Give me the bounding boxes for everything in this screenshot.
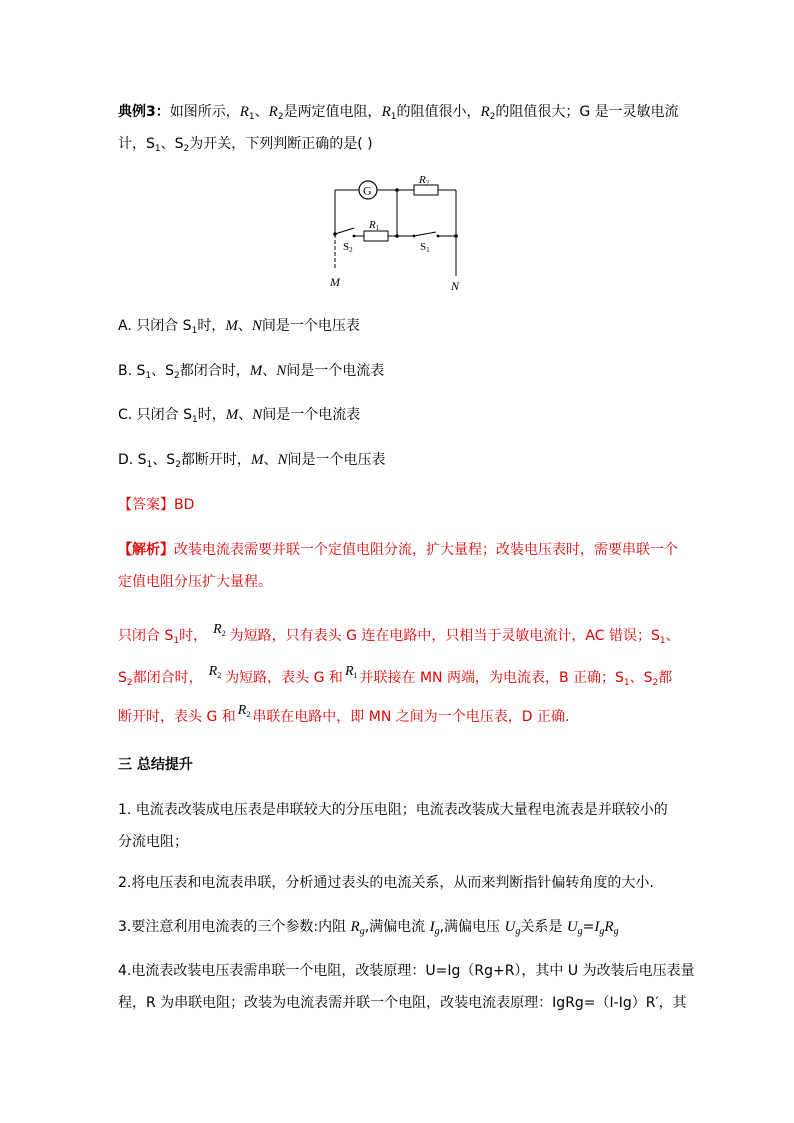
question-label: 典例3： — [118, 104, 170, 120]
circuit-diagram — [318, 170, 478, 294]
analysis-label: 【解析】 — [118, 542, 174, 558]
r2-label: R2 — [419, 174, 430, 187]
terminal-m-label: M — [330, 275, 340, 289]
s1-label: S1 — [420, 241, 430, 254]
junction-dot — [454, 234, 458, 238]
question-line-2: 计，$S_1$、$S_2$为开关，下列判断正确的是( ) — [118, 136, 373, 154]
option-b: B. $S_1$、$S_2$都闭合时，M、N间是一个电流表 — [118, 363, 385, 381]
summary-item-4-line-1: 4.电流表改装电压表需串联一个电阻，改装原理：U=Ig（Rg+R），其中 U 为改装后电压表量 — [118, 963, 695, 979]
answer-label: 【答案】 — [118, 497, 174, 513]
option-d: D. $S_1$、$S_2$都断开时，M、N间是一个电压表 — [118, 452, 386, 470]
analysis-p2-line-2: $S_2$都闭合时， $R_2$ 为短路，表头 G 和 $R_1$ 并联接在 MN 两端，为电流表，B 正确；$S_1$、$S_2$都 — [118, 664, 673, 688]
r1-symbol: $R_1$ — [344, 664, 358, 680]
summary-item-3: 3.要注意利用电流表的三个参数:内阻 $R_g$,满偏电流 $I_g$,满偏电压 $U_g$关系是 $U_g=I_gR_g$ — [118, 919, 619, 937]
summary-heading: 三 总结提升 — [118, 757, 193, 773]
r2-symbol: $R_2$ — [208, 664, 222, 680]
terminal-n-label: N — [451, 279, 460, 293]
resistor-r1 — [364, 231, 388, 241]
analysis-line-1: 【解析】改装电流表需要并联一个定值电阻分流，扩大量程；改装电压表时，需要串联一个 — [118, 542, 678, 558]
junction-dot — [333, 232, 337, 236]
summary-item-1-line-2: 分流电阻； — [118, 834, 188, 850]
galvanometer-label: G — [363, 183, 372, 198]
option-a: A. 只闭合 $S_1$时，M、N间是一个电压表 — [118, 318, 360, 336]
answer-value: BD — [174, 497, 195, 513]
summary-item-1-line-1: 1. 电流表改装成电压表是串联较大的分压电阻；电流表改装成大量程电流表是并联较小的 — [118, 802, 668, 818]
answer-line — [118, 495, 194, 515]
summary-item-2: 2.将电压表和电流表串联，分析通过表头的电流关系，从而来判断指针偏转角度的大小. — [118, 875, 654, 891]
junction-dot — [395, 188, 399, 192]
question-line-1: 典例3：如图所示，$R_1$、$R_2$是两定值电阻，$R_1$的阻值很小，$R_2$的阻值很大；G 是一灵敏电流 — [118, 104, 679, 122]
r1-label: R1 — [369, 219, 380, 232]
r2-symbol: $R_2$ — [237, 703, 251, 719]
s2-label: S2 — [343, 241, 353, 254]
analysis-p2-line-3: 断开时，表头 G 和 $R_2$ 串联在电路中，即 MN 之间为一个电压表，D 正确. — [118, 703, 570, 725]
r2-symbol: $R_2$ — [213, 622, 226, 638]
analysis-line-2: 定值电阻分压扩大量程。 — [118, 574, 272, 590]
summary-item-4-line-2: 程，R 为串联电阻；改装为电流表需并联一个电阻，改装电流表原理：IgRg=（I-Ig）R′，其 — [118, 995, 687, 1011]
junction-dot — [395, 234, 399, 238]
analysis-p2-line-1: 只闭合 $S_1$时， $R_2$ 为短路，只有表头 G 连在电路中，只相当于灵敏电流计，AC 错误；$S_1$、 — [118, 622, 680, 646]
option-c: C. 只闭合 $S_1$时，M、N间是一个电流表 — [118, 407, 361, 425]
